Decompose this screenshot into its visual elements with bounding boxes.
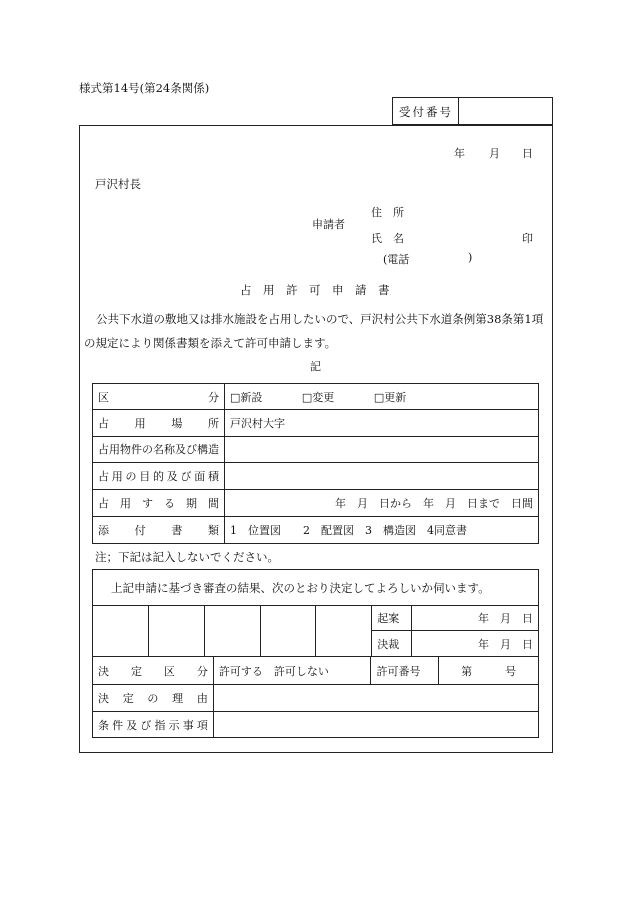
form-number: 様式第14号(第24条関係) — [79, 81, 210, 95]
date-day: 日 — [522, 147, 533, 160]
place-value[interactable]: 戸沢村大字 — [225, 410, 539, 437]
date-year: 年 — [454, 147, 465, 160]
stamp-box-2[interactable] — [148, 606, 204, 657]
approve-date[interactable]: 年 月 日 — [412, 631, 539, 657]
reason-label: 決 定 の 理 由 — [93, 685, 214, 712]
note-text: 注；下記は記入しないでください。 — [95, 550, 279, 564]
option-renew[interactable]: □更新 — [373, 390, 407, 404]
address-label: 住 所 — [371, 206, 404, 219]
attachments-value: 1 位置図 2 配置図 3 構造図 4同意書 — [225, 517, 539, 544]
applicant-heading: 申請者 — [312, 218, 345, 231]
reason-value[interactable] — [213, 685, 538, 712]
decision-row — [93, 657, 539, 685]
period-label: 占 用 す る 期 間 — [93, 490, 225, 517]
decision-table — [92, 569, 539, 657]
conditions-value[interactable] — [213, 712, 538, 738]
ki-mark: 記 — [310, 360, 321, 373]
conditions-row — [93, 712, 539, 738]
stamp-box-5[interactable] — [316, 606, 372, 657]
row-category — [93, 384, 539, 410]
phone-close: ) — [468, 251, 473, 264]
conditions-label: 条件及び指示事項 — [93, 712, 214, 738]
row-period — [93, 490, 539, 517]
receipt-label: 受付番号 — [399, 105, 453, 119]
decision-value[interactable]: 許可する 許可しない — [213, 657, 371, 685]
permit-no-value[interactable]: 第 号 — [439, 657, 539, 685]
attachments-label: 添 付 書 類 — [93, 517, 225, 544]
stamp-box-1[interactable] — [93, 606, 149, 657]
reason-row — [93, 685, 539, 712]
row-place — [93, 410, 539, 437]
decision-label: 決 定 区 分 — [93, 657, 214, 685]
permit-no-label: 許可番号 — [371, 657, 439, 685]
draft-row — [93, 606, 539, 631]
object-label: 占用物件の名称及び構造 — [93, 437, 225, 463]
stamp-box-3[interactable] — [204, 606, 260, 657]
body-text: 公共下水道の敷地又は排水施設を占用したいので、戸沢村公共下水道条例第38条第1項の規定により関係書類を添えて許可申請します。 — [84, 312, 544, 350]
decision-intro-row — [93, 570, 539, 606]
purpose-label: 占用の目的及び面積 — [93, 463, 225, 490]
date-month: 月 — [489, 147, 500, 160]
name-label: 氏 名 — [371, 232, 404, 245]
option-change[interactable]: □変更 — [301, 390, 335, 404]
draft-label: 起案 — [372, 606, 412, 631]
receipt-divider — [458, 98, 459, 124]
row-purpose — [93, 463, 539, 490]
form-title: 占 用 許 可 申 請 書 — [240, 283, 390, 297]
draft-date[interactable]: 年 月 日 — [412, 606, 539, 631]
option-new[interactable]: □新設 — [230, 390, 263, 404]
place-label: 占 用 場 所 — [93, 410, 225, 437]
row-object — [93, 437, 539, 463]
purpose-value[interactable] — [225, 463, 539, 490]
phone-open: (電話 — [383, 253, 410, 266]
category-options — [225, 384, 539, 410]
addressee: 戸沢村長 — [95, 177, 141, 191]
decision-detail-table — [92, 656, 539, 738]
stamp-box-4[interactable] — [260, 606, 316, 657]
row-attachments — [93, 517, 539, 544]
period-value[interactable]: 年 月 日から 年 月 日まで 日間 — [225, 490, 539, 517]
decision-intro: 上記申請に基づき審査の結果、次のとおり決定してよろしいか伺います。 — [93, 570, 539, 606]
category-label: 区 分 — [93, 384, 225, 410]
receipt-box — [392, 97, 553, 125]
application-table — [92, 383, 539, 544]
seal-mark: 印 — [522, 232, 533, 245]
approve-label: 決裁 — [372, 631, 412, 657]
object-value[interactable] — [225, 437, 539, 463]
